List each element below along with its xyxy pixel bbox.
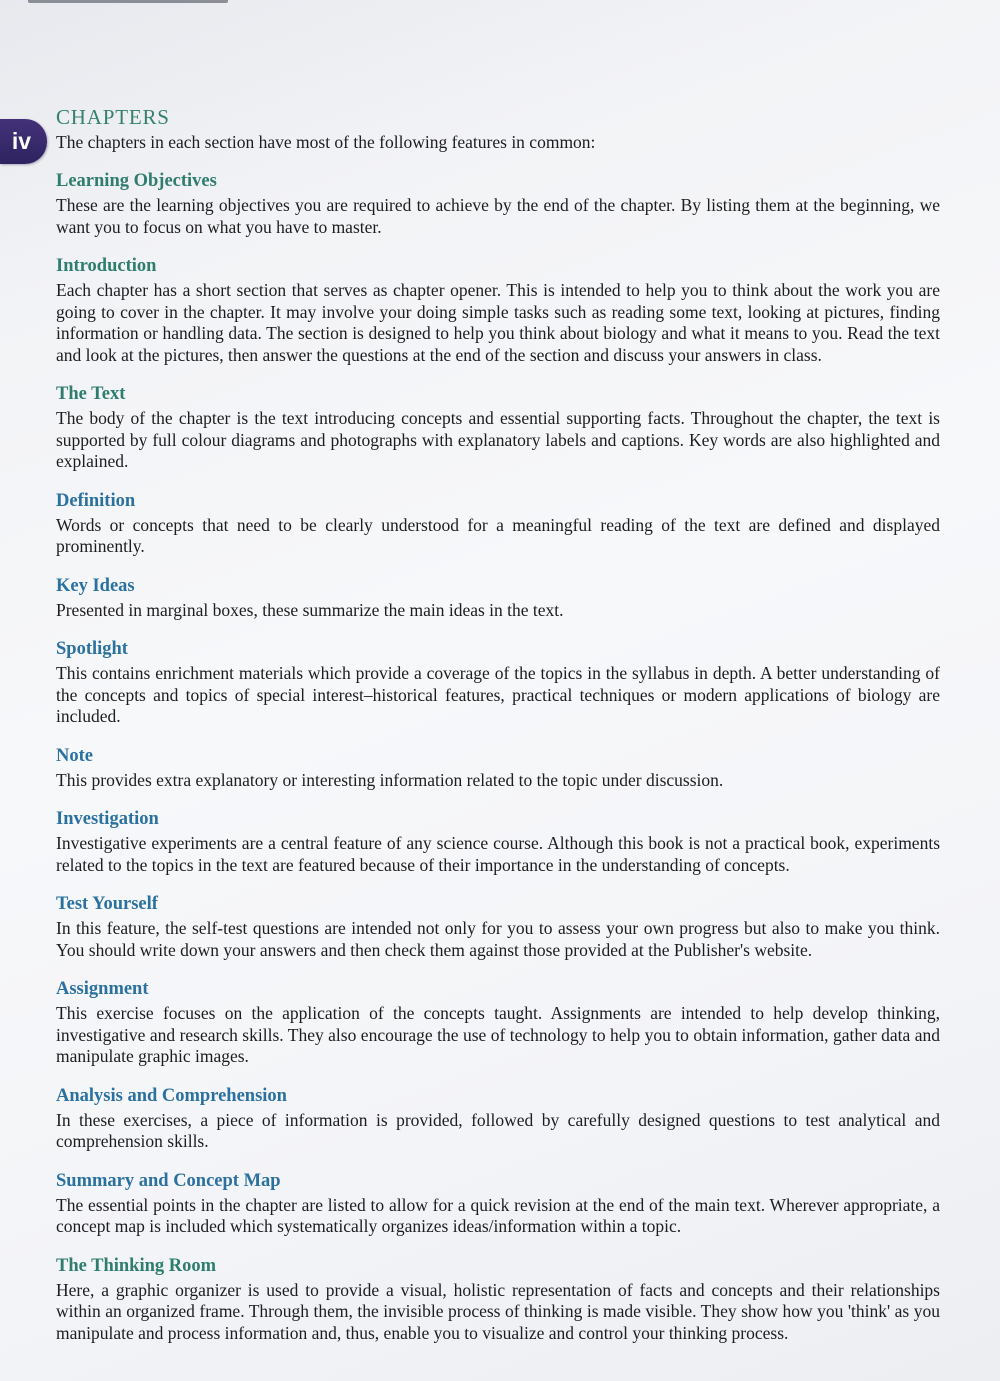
page-title: CHAPTERS [56,105,170,129]
page-number: iv [11,128,32,154]
feature-section [56,574,940,622]
section-body: Here, a graphic organizer is used to provide a visual, holistic representation of facts and concepts and their relationships within an organized frame. Through them, the invisible process of thinking is made visible. They show how you 'think' as you manipulate and process information and, thus, enable you to visualize and control your thinking process. [56,1279,940,1343]
section-body: This provides extra explanatory or interesting information related to the topic under discussion. [56,769,724,790]
section-heading: Key Ideas [56,575,135,596]
feature-section [56,637,940,728]
section-body: Each chapter has a short section that serves as chapter opener. This is intended to help you to think about the work you are going to cover in the chapter. It may involve your doing simple tasks such as reading some text, looking at pictures, finding information or handling data. The section is designed to help you think about biology and what it means to you. Read the text and look at the pictures, then answer the questions at the end of the section and discuss your answers in class. [56,280,940,365]
section-heading: Test Yourself [56,894,158,914]
section-body: This exercise focuses on the application of the concepts taught. Assignments are intended to help develop thinking, investigative and research skills. They also encourage the use of technology to help you to obtain information, gather data and manipulate graphic images. [56,1003,940,1066]
section-body: Presented in marginal boxes, these summarize the main ideas in the text. [56,599,564,620]
feature-section [56,744,940,792]
feature-section [56,169,940,238]
section-heading: Note [56,745,93,766]
section-body: The essential points in the chapter are listed to allow for a quick revision at the end of the main text. Wherever appropriate, a concept map is included which systematically organizes ideas/information within a topic. [56,1194,940,1236]
page-content [56,104,940,1344]
feature-section [56,382,940,473]
page-number-badge [0,119,47,164]
feature-section [56,254,940,366]
section-body: These are the learning objectives you are required to achieve by the end of the chapter. By listing them at the beginning, we want you to focus on what you have to master. [56,195,940,237]
section-heading: The Thinking Room [56,1255,217,1276]
section-heading: Introduction [56,256,157,276]
section-body: In this feature, the self-test questions are intended not only for you to assess your own progress but also to make you think. You should write down your answers and then check them against those provided at the Publisher's website. [56,918,940,960]
page-intro: The chapters in each section have most of the following features in common: [56,132,596,152]
section-heading: Assignment [56,979,149,999]
section-heading: Definition [56,490,136,511]
feature-section [56,1084,940,1153]
section-heading: Investigation [56,809,159,829]
section-body: Words or concepts that need to be clearly understood for a meaningful reading of the text are defined and displayed prominently. [56,514,940,556]
section-body: The body of the chapter is the text introducing concepts and essential supporting facts. Throughout the chapter, the text is supported by full colour diagrams and photographs with explanatory labels and captions. Key words are also highlighted and explained. [56,408,940,471]
sections [56,169,940,1344]
feature-section [56,1169,940,1238]
section-heading: Analysis and Comprehension [56,1085,287,1106]
feature-section [56,489,940,558]
section-heading: Spotlight [56,639,128,659]
section-body: This contains enrichment materials which provide a coverage of the topics in the syllabus in depth. A better understanding of the concepts and topics of special interest–historical features, practical techniques or modern applications of biology are included. [56,663,940,726]
section-heading: The Text [56,384,126,404]
scan-edge-artifact [28,0,228,3]
section-body: Investigative experiments are a central feature of any science course. Although this book is not a practical book, experiments related to the topics in the text are featured because of their importance in the understanding of concepts. [56,833,940,875]
feature-section [56,977,940,1068]
section-heading: Summary and Concept Map [56,1170,281,1191]
feature-section [56,807,940,876]
section-heading: Learning Objectives [56,171,217,191]
section-body: In these exercises, a piece of information is provided, followed by carefully designed questions to test analytical and comprehension skills. [56,1109,940,1151]
feature-section [56,1254,940,1345]
feature-section [56,892,940,961]
